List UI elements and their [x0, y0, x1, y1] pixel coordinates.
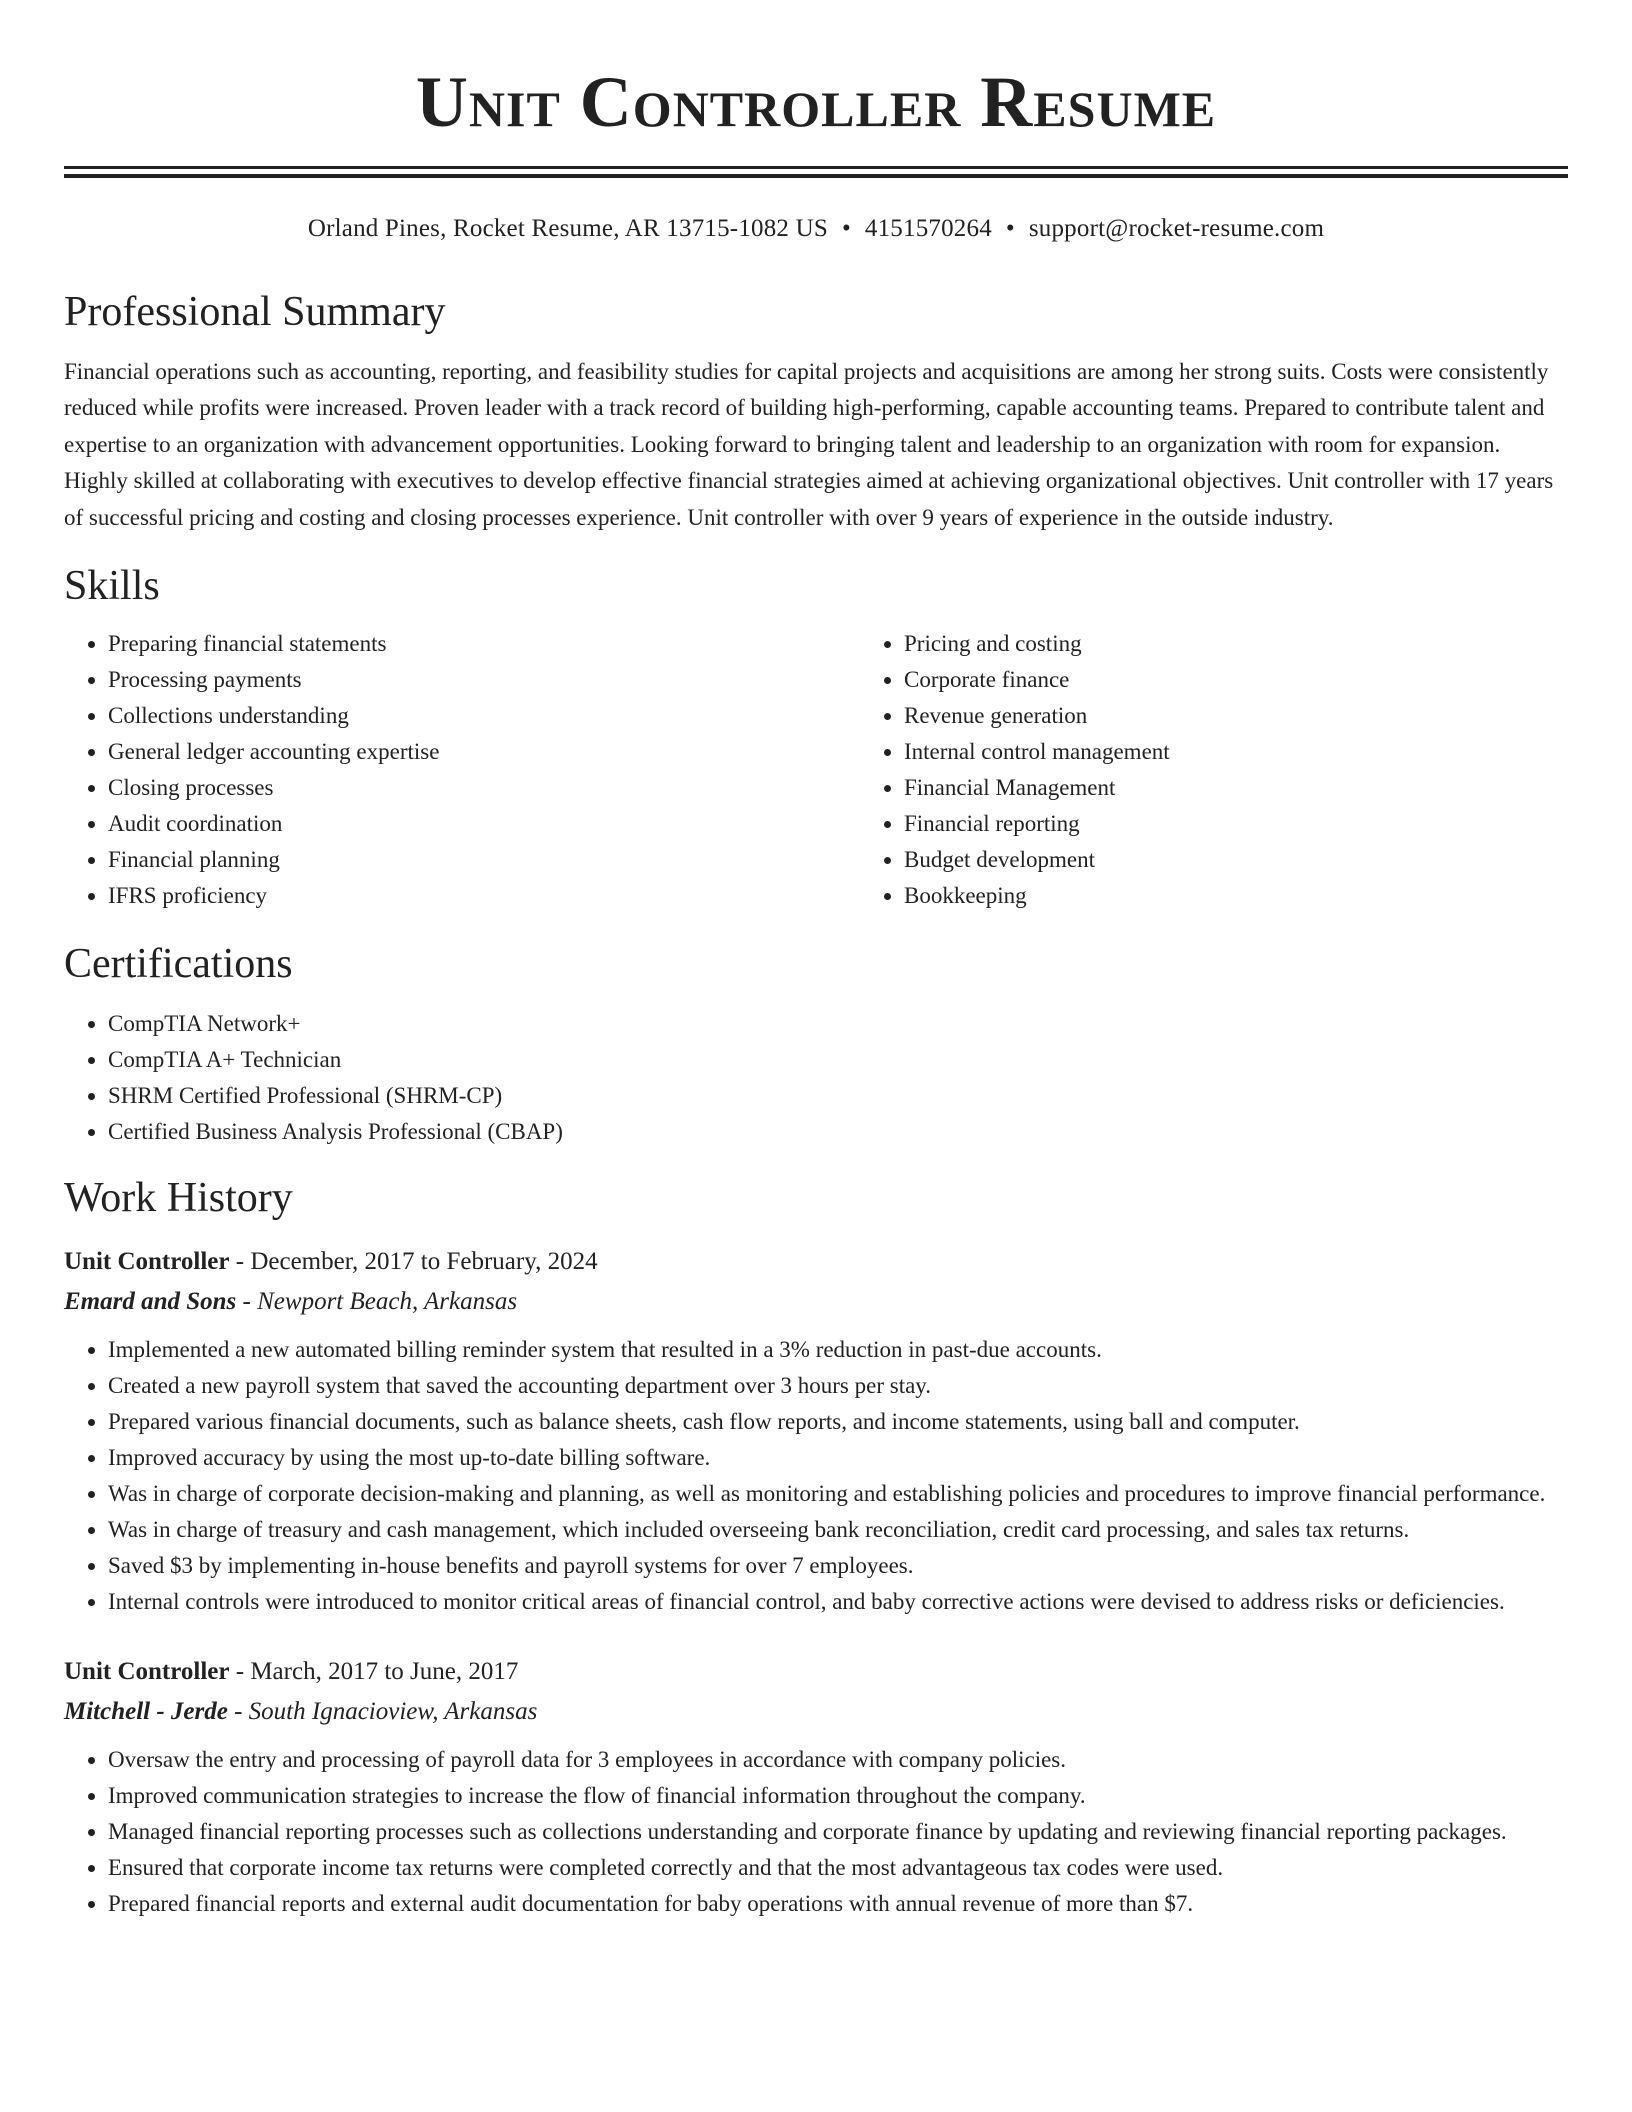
work-history-heading: Work History: [64, 1175, 293, 1222]
certification-item: • SHRM Certified Professional (SHRM-CP): [108, 1078, 1568, 1114]
duty-item: • Prepared financial reports and external audit documentation for baby operations with annual revenue of more than $7.: [108, 1886, 1568, 1922]
job-title: Unit Controller: [64, 1658, 230, 1686]
skill-item: • Pricing and costing: [904, 626, 1632, 662]
job-duties-list: [64, 1332, 1568, 1620]
skill-item: • Corporate finance: [904, 662, 1632, 698]
certification-item: • Certified Business Analysis Professional (CBAP): [108, 1114, 1568, 1150]
job-entry: [64, 1242, 1568, 1620]
skill-item: • Audit coordination: [108, 806, 860, 842]
skill-item: • Revenue generation: [904, 698, 1632, 734]
job-company: Emard and Sons: [64, 1288, 237, 1316]
resume-title: Unit Controller Resume: [415, 62, 1217, 142]
certification-item: • CompTIA Network+: [108, 1006, 1568, 1042]
job-company-line: [64, 1692, 1568, 1732]
certifications-heading: Certifications: [64, 941, 293, 988]
duty-item: • Created a new payroll system that saved the accounting department over 3 hours per stay.: [108, 1368, 1568, 1404]
contact-email: support@rocket-resume.com: [1028, 215, 1325, 242]
duty-item: • Saved $3 by implementing in-house benefits and payroll systems for over 7 employees.: [108, 1548, 1568, 1584]
job-entry: [64, 1652, 1568, 1922]
skill-item: • Closing processes: [108, 770, 860, 806]
job-title-line: [64, 1652, 1568, 1692]
job-duties-list: [64, 1742, 1568, 1922]
duty-item: • Improved communication strategies to increase the flow of financial information throughout the company.: [108, 1778, 1568, 1814]
contact-phone: 4151570264: [864, 215, 992, 242]
skills-heading: Skills: [64, 563, 160, 610]
job-dates: - March, 2017 to June, 2017: [229, 1658, 519, 1686]
job-location: - Newport Beach, Arkansas: [236, 1288, 518, 1316]
contact-separator: •: [841, 215, 851, 242]
certifications-list: [64, 1006, 1568, 1150]
job-company-line: [64, 1282, 1568, 1322]
duty-item: • Managed financial reporting processes such as collections understanding and corporate finance by updating and reviewing financial reporting packages.: [108, 1814, 1568, 1850]
skill-item: • Bookkeeping: [904, 878, 1632, 914]
job-title-line: [64, 1242, 1568, 1282]
skills-list-right: [860, 626, 1632, 914]
job-location: - South Ignacioview, Arkansas: [227, 1698, 538, 1726]
contact-address: Orland Pines, Rocket Resume, AR 13715-1082 US: [307, 215, 828, 242]
duty-item: • Was in charge of corporate decision-making and planning, as well as monitoring and establishing policies and procedures to improve financial performance.: [108, 1476, 1568, 1512]
duty-item: • Ensured that corporate income tax returns were completed correctly and that the most advantageous tax codes were used.: [108, 1850, 1568, 1886]
skill-item: • Collections understanding: [108, 698, 860, 734]
skill-item: • Financial reporting: [904, 806, 1632, 842]
skill-item: • Financial Management: [904, 770, 1632, 806]
job-company: Mitchell - Jerde: [64, 1698, 228, 1726]
duty-item: • Improved accuracy by using the most up-to-date billing software.: [108, 1440, 1568, 1476]
skill-item: • Preparing financial statements: [108, 626, 860, 662]
title-divider-bottom: [64, 174, 1568, 178]
skills-list-left: [64, 626, 860, 914]
duty-item: • Internal controls were introduced to monitor critical areas of financial control, and baby corrective actions were devised to address risks or deficiencies.: [108, 1584, 1568, 1620]
job-title: Unit Controller: [64, 1248, 230, 1276]
duty-item: • Prepared various financial documents, such as balance sheets, cash flow reports, and income statements, using ball and computer.: [108, 1404, 1568, 1440]
summary-heading: Professional Summary: [64, 289, 446, 335]
duty-item: • Implemented a new automated billing reminder system that resulted in a 3% reduction in past-due accounts.: [108, 1332, 1568, 1368]
contact-separator: •: [1005, 215, 1015, 242]
skill-item: • Processing payments: [108, 662, 860, 698]
skill-item: • Internal control management: [904, 734, 1632, 770]
skill-item: • Financial planning: [108, 842, 860, 878]
certification-item: • CompTIA A+ Technician: [108, 1042, 1568, 1078]
summary-text: Financial operations such as accounting, reporting, and feasibility studies for capital projects and acquisitions are among her strong suits. Costs were consistently reduced while profits were increased. Proven leader with a track record of building high-performing, capable accounting teams. Prepared to contribute talent and expertise to an organization with advancement opportunities. Looking forward to bringing talent and leadership to an organization with room for expansion. Highly skilled at collaborating with executives to develop effective financial strategies aimed at achieving organizational objectives. Unit controller with 17 years of successful pricing and costing and closing processes experience. Unit controller with over 9 years of experience in the outside industry.: [64, 359, 1554, 530]
skill-item: • General ledger accounting expertise: [108, 734, 860, 770]
duty-item: • Oversaw the entry and processing of payroll data for 3 employees in accordance with company policies.: [108, 1742, 1568, 1778]
contact-line: [64, 212, 1568, 246]
job-dates: - December, 2017 to February, 2024: [229, 1248, 598, 1276]
skill-item: • IFRS proficiency: [108, 878, 860, 914]
skills-columns: [64, 626, 1568, 914]
skill-item: • Budget development: [904, 842, 1632, 878]
duty-item: • Was in charge of treasury and cash management, which included overseeing bank reconciliation, credit card processing, and sales tax returns.: [108, 1512, 1568, 1548]
